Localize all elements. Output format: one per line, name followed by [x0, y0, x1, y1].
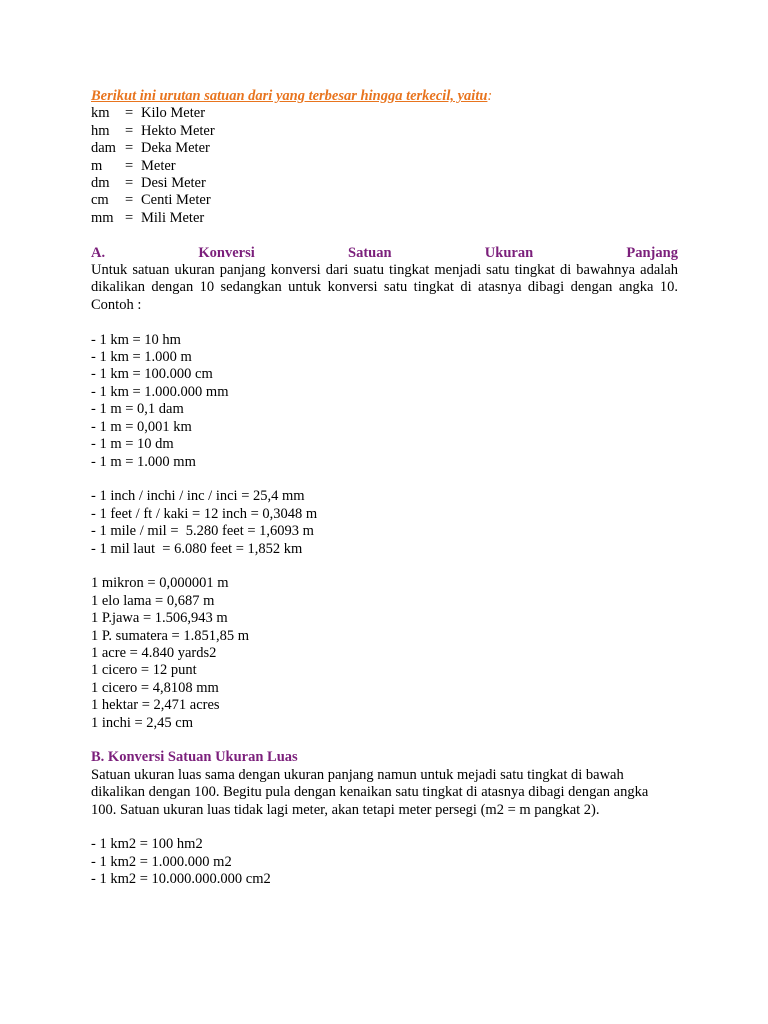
example-line: - 1 m = 1.000 mm: [91, 453, 196, 470]
example-line: 1 cicero = 4,8108 mm: [91, 679, 219, 696]
unit-name: Meter: [141, 157, 176, 174]
unit-abbr: m: [91, 157, 103, 174]
unit-abbr: hm: [91, 122, 110, 139]
paragraph-line: dikalikan dengan 100. Begitu pula dengan kenaikan satu tingkat di atasnya dibagi dengan angka: [91, 784, 649, 801]
unit-abbr: dam: [91, 140, 116, 157]
unit-eq: =: [125, 140, 134, 157]
paragraph-line: 100. Satuan ukuran luas tidak lagi meter, akan tetapi meter persegi (m2 = m pangkat 2).: [91, 801, 600, 818]
unit-row: [91, 210, 678, 227]
unit-name: Mili Meter: [141, 209, 205, 226]
example-line: 1 acre = 4.840 yards2: [91, 644, 217, 661]
spacer: [91, 558, 678, 575]
example-line: - 1 mil laut = 6.080 feet = 1,852 km: [91, 540, 303, 557]
section-a-word: Panjang: [626, 244, 678, 261]
unit-name: Kilo Meter: [141, 105, 206, 122]
example-line: 1 elo lama = 0,687 m: [91, 592, 215, 609]
example-line: - 1 mile / mil = 5.280 feet = 1,6093 m: [91, 523, 314, 540]
unit-name: Hekto Meter: [141, 122, 215, 139]
example-line: - 1 km2 = 100 hm2: [91, 836, 203, 853]
example-line: 1 cicero = 12 punt: [91, 662, 197, 679]
document-page: [91, 88, 678, 889]
spacer: [91, 732, 678, 749]
section-b-paragraph: [91, 767, 678, 819]
example-line: 1 P.jawa = 1.506,943 m: [91, 610, 228, 627]
unit-row: [91, 105, 678, 122]
unit-row: [91, 192, 678, 209]
example-line: - 1 km = 1.000.000 mm: [91, 383, 229, 400]
spacer: [91, 227, 678, 244]
section-b-heading: B. Konversi Satuan Ukuran Luas: [91, 749, 298, 766]
unit-abbr: dm: [91, 175, 110, 192]
spacer: [91, 314, 678, 331]
example-line: 1 P. sumatera = 1.851,85 m: [91, 627, 249, 644]
intro-line: [91, 88, 678, 105]
unit-eq: =: [125, 122, 134, 139]
spacer: [91, 819, 678, 836]
section-a-word: Konversi: [198, 244, 255, 261]
example-line: 1 inchi = 2,45 cm: [91, 714, 194, 731]
intro-text: Berikut ini urutan satuan dari yang terbesar hingga terkecil, yaitu: [91, 88, 488, 104]
example-line: 1 hektar = 2,471 acres: [91, 697, 220, 714]
unit-row: [91, 123, 678, 140]
section-a-examples-imperial: [91, 488, 678, 558]
section-a-word: A.: [91, 244, 106, 261]
section-a-paragraph: Untuk satuan ukuran panjang konversi dari suatu tingkat menjadi satu tingkat di bawahnya adalah dikalikan dengan 10 sedangkan untuk konversi satu tingkat di atasnya dibagi dengan angka 10. Contoh :: [91, 262, 678, 313]
unit-row: [91, 140, 678, 157]
section-a-examples-other: [91, 575, 678, 732]
unit-name: Centi Meter: [141, 192, 211, 209]
unit-abbr: mm: [91, 209, 114, 226]
example-line: - 1 km = 1.000 m: [91, 349, 192, 366]
unit-row: [91, 158, 678, 175]
spacer: [91, 471, 678, 488]
unit-eq: =: [125, 175, 134, 192]
example-line: - 1 km = 10 hm: [91, 331, 181, 348]
unit-eq: =: [125, 105, 134, 122]
example-line: - 1 m = 10 dm: [91, 436, 174, 453]
section-a-word: Satuan: [348, 244, 392, 261]
section-a-examples-metric: [91, 332, 678, 471]
example-line: - 1 inch / inchi / inc / inci = 25,4 mm: [91, 488, 305, 505]
unit-name: Desi Meter: [141, 175, 206, 192]
example-line: - 1 km2 = 10.000.000.000 cm2: [91, 871, 271, 888]
unit-eq: =: [125, 157, 134, 174]
unit-list: [91, 105, 678, 227]
section-b-examples: [91, 836, 678, 888]
example-line: - 1 m = 0,001 km: [91, 418, 192, 435]
unit-abbr: cm: [91, 192, 109, 209]
example-line: - 1 m = 0,1 dam: [91, 401, 184, 418]
example-line: - 1 km = 100.000 cm: [91, 366, 213, 383]
unit-name: Deka Meter: [141, 140, 210, 157]
example-line: - 1 feet / ft / kaki = 12 inch = 0,3048 m: [91, 505, 318, 522]
example-line: 1 mikron = 0,000001 m: [91, 575, 229, 592]
intro-colon: :: [487, 88, 493, 104]
unit-eq: =: [125, 192, 134, 209]
unit-abbr: km: [91, 105, 110, 122]
unit-eq: =: [125, 209, 134, 226]
example-line: - 1 km2 = 1.000.000 m2: [91, 853, 232, 870]
paragraph-line: Satuan ukuran luas sama dengan ukuran panjang namun untuk mejadi satu tingkat di bawah: [91, 766, 624, 783]
section-a-heading: [91, 245, 678, 262]
section-a-word: Ukuran: [484, 244, 534, 261]
unit-row: [91, 175, 678, 192]
